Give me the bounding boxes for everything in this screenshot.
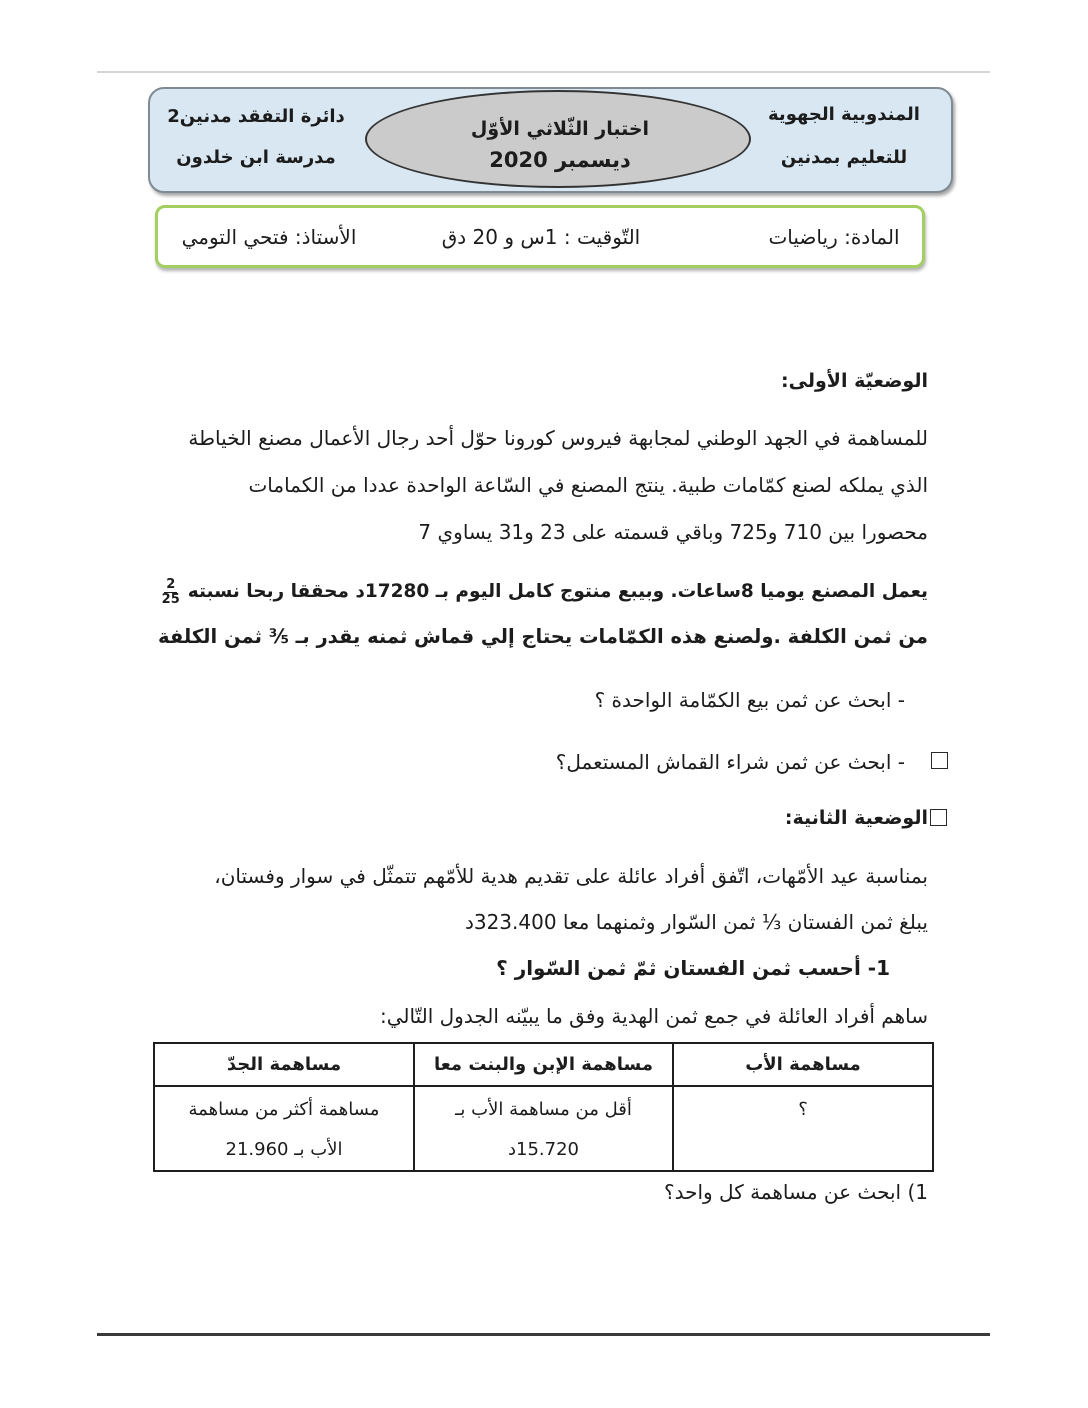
- checkbox-icon: [931, 752, 948, 769]
- table-header-children: مساهمة الإبن والبنت معا: [414, 1043, 673, 1086]
- exam-info-box: [155, 205, 925, 268]
- school-line-2: مدرسة ابن خلدون: [176, 147, 336, 168]
- fraction-numerator: 2: [166, 576, 176, 592]
- exam-title-ellipse: [365, 90, 751, 188]
- exam-date: ديسمبر 2020: [489, 148, 631, 172]
- teacher-label: الأستاذ: فتحي التومي: [181, 225, 357, 249]
- situation-1-title: الوضعيّة الأولى:: [781, 370, 928, 392]
- cell-text: مساهمة أكثر من مساهمة: [188, 1099, 380, 1120]
- question-each-contribution: 1) ابحث عن مساهمة كل واحد؟: [664, 1180, 928, 1204]
- paragraph-2-text: يعمل المصنع يوميا 8ساعات. وبيبع منتوج كامل اليوم بـ 17280د محققا ربحا نسبته: [187, 581, 928, 602]
- table-intro: ساهم أفراد العائلة في جمع ثمن الهدية وفق ما يبيّنه الجدول التّالي:: [380, 1004, 928, 1028]
- situation-2-paragraph-line: بمناسبة عيد الأمّهات، اتّفق أفراد عائلة على تقديم هدية للأمّهم تتمثّل في سوار وفستان،: [214, 864, 928, 888]
- duration-label: التّوقيت : 1س و 20 دق: [441, 225, 641, 249]
- bottom-rule: [97, 1333, 990, 1336]
- table-header-row: [154, 1043, 933, 1086]
- situation-1-paragraph-2-line: من ثمن الكلفة .ولصنع هذه الكمّامات يحتاج إلي قماش ثمنه يقدر بـ ⅗ ثمن الكلفة: [158, 625, 928, 648]
- checkbox-icon: [930, 809, 947, 826]
- situation-1-paragraph-line: محصورا بين 710 و725 وباقي قسمته على 23 و31 يساوي 7: [418, 520, 928, 544]
- table-cell-father: [673, 1086, 933, 1171]
- exam-title: اختبار الثّلاثي الأوّل: [470, 118, 650, 140]
- cell-text: أقل من مساهمة الأب بـ: [455, 1099, 632, 1120]
- profit-ratio-fraction: [162, 578, 180, 607]
- situation-1-paragraph-2-line: [153, 575, 928, 609]
- region-line-2: للتعليم بمدنين: [780, 147, 908, 168]
- situation-2-paragraph-line: يبلغ ثمن الفستان ⅓ ثمن السّوار وثمنهما معا 323.400د: [464, 910, 928, 934]
- table-row: [154, 1086, 933, 1171]
- situation-2-title: الوضعية الثانية:: [784, 807, 928, 829]
- situation-1-paragraph-line: الذي يملكه لصنع كمّامات طبية. ينتج المصنع في السّاعة الواحدة عددا من الكمامات: [248, 473, 928, 497]
- question-fabric-price: - ابحث عن ثمن شراء القماش المستعمل؟: [555, 750, 905, 774]
- school-line-1: دائرة التفقد مدنين2: [167, 106, 345, 127]
- cell-text: 15.720د: [508, 1139, 579, 1160]
- fraction-denominator: 25: [161, 591, 180, 607]
- table-cell-grandfather: [154, 1086, 414, 1171]
- table-header-father: مساهمة الأب: [673, 1043, 933, 1086]
- question-dress-bracelet-price: 1- أحسب ثمن الفستان ثمّ ثمن السّوار ؟: [496, 956, 890, 980]
- situation-1-paragraph-line: للمساهمة في الجهد الوطني لمجابهة فيروس كورونا حوّل أحد رجال الأعمال مصنع الخياطة: [188, 426, 928, 450]
- question-selling-price: - ابحث عن ثمن بيع الكمّامة الواحدة ؟: [594, 688, 905, 712]
- cell-text: ؟: [798, 1099, 808, 1120]
- table-cell-children: [414, 1086, 673, 1171]
- top-rule: [97, 71, 990, 73]
- exam-header: [148, 87, 953, 193]
- subject-label: المادة: رياضيات: [768, 225, 900, 249]
- region-line-1: المندوبية الجهوية: [768, 104, 920, 125]
- cell-text: الأب بـ 21.960: [225, 1139, 343, 1160]
- contribution-table: [153, 1042, 934, 1172]
- table-header-grandfather: مساهمة الجدّ: [154, 1043, 414, 1086]
